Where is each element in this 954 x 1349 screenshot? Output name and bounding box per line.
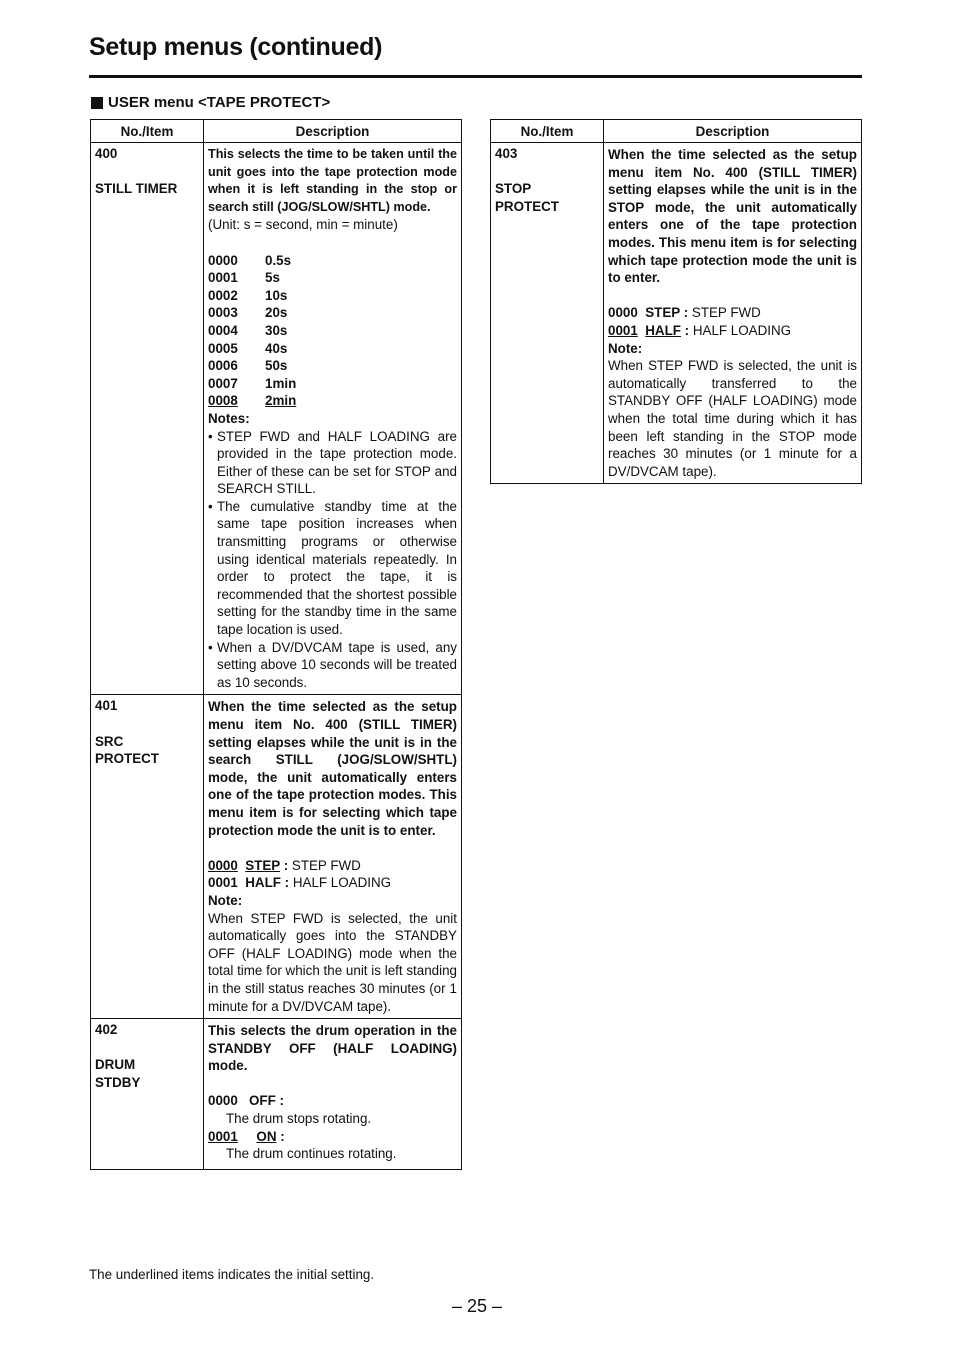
option-description: The drum continues rotating. bbox=[226, 1146, 397, 1162]
note-item: • The cumulative standby time at the same tape position increases when transmitting programs or otherwise using identical materials repeatedly. In order to protect the tape, it is recommended that the shortest possible setting for the standby time in the same tape location is used. bbox=[208, 498, 457, 638]
note-item: • When a DV/DVCAM tape is used, any setting above 10 seconds will be treated as 10 seconds. bbox=[208, 639, 457, 690]
option-row: 0005 40s bbox=[208, 340, 288, 356]
option-row-default: 0000 STEP : STEP FWD bbox=[208, 857, 361, 873]
column-header-description: Description bbox=[604, 120, 862, 143]
footnote: The underlined items indicates the initial setting. bbox=[89, 1267, 375, 1282]
column-header-description: Description bbox=[204, 120, 462, 143]
item-intro: This selects the time to be taken until the unit goes into the tape protection mode when it is left standing in the stop or search still (JOG/SLOW/SHTL) mode. bbox=[208, 147, 457, 214]
option-row: 0000 0.5s bbox=[208, 252, 292, 268]
item-no-cell bbox=[91, 143, 204, 695]
page-title: Setup menus (continued) bbox=[89, 33, 383, 61]
notes-label: Notes: bbox=[208, 410, 250, 426]
item-intro: When the time selected as the setup menu item No. 400 (STILL TIMER) setting elapses while the unit is in the search STILL (JOG/SLOW/SHTL) mode, the unit automatically enters one of the tape protection modes. This menu item is for selecting which tape protection mode the unit is to enter. bbox=[208, 699, 457, 838]
note-label: Note: bbox=[608, 340, 643, 356]
item-name: STILL TIMER bbox=[95, 181, 178, 197]
item-name-line-2: PROTECT bbox=[95, 751, 159, 767]
page-number: – 25 – bbox=[451, 1296, 503, 1316]
item-number: 401 bbox=[95, 698, 118, 714]
option-list bbox=[208, 252, 457, 410]
table-header-row bbox=[491, 120, 862, 143]
item-name-line-2: PROTECT bbox=[495, 198, 559, 214]
unit-note: (Unit: s = second, min = minute) bbox=[208, 217, 398, 233]
note-text: When STEP FWD is selected, the unit is automatically transferred to the STANDBY OFF (HALF LOADING) mode when the total time during which it has been left standing in the STOP mode reaches 30 minutes (or 1 minute for a DV/DVCAM tape). bbox=[608, 358, 857, 479]
item-number: 403 bbox=[495, 146, 518, 161]
option-row: 0003 20s bbox=[208, 305, 288, 321]
menu-table-right bbox=[490, 119, 862, 484]
item-intro: When the time selected as the setup menu item No. 400 (STILL TIMER) setting elapses while the unit is in the STOP mode, the unit automatically enters one of the tape protection modes. This menu item is for selecting which tape protection mode the unit is to enter. bbox=[608, 147, 857, 286]
item-name-line-1: DRUM bbox=[95, 1057, 136, 1073]
item-name-line-1: SRC bbox=[95, 733, 124, 749]
item-intro: This selects the drum operation in the STANDBY OFF (HALF LOADING) mode. bbox=[208, 1023, 457, 1074]
option-row: 0007 1min bbox=[208, 375, 297, 391]
item-no-cell bbox=[91, 695, 204, 1019]
menu-table-left bbox=[90, 119, 462, 1170]
option-row: 0000 OFF : bbox=[208, 1093, 284, 1109]
menu-row-403 bbox=[491, 143, 862, 484]
item-number: 400 bbox=[95, 146, 118, 161]
option-row-default: 0001 HALF : HALF LOADING bbox=[608, 322, 792, 338]
square-bullet-icon bbox=[91, 97, 103, 109]
item-no-cell bbox=[491, 143, 604, 484]
item-description-cell bbox=[204, 695, 462, 1019]
table-header-row bbox=[91, 120, 462, 143]
item-description-cell bbox=[604, 143, 862, 484]
note-item: • STEP FWD and HALF LOADING are provided in the tape protection mode. Either of these can be set for STOP and SEARCH STILL. bbox=[208, 428, 457, 497]
note-label: Note: bbox=[208, 892, 243, 908]
option-row: 0002 10s bbox=[208, 287, 288, 303]
title-rule bbox=[89, 75, 862, 78]
note-text: When STEP FWD is selected, the unit automatically goes into the STANDBY OFF (HALF LOADING) mode when the total time for which the unit is left standing in the still status reaches 30 minutes (or 1 minute for a DV/DVCAM tape). bbox=[208, 910, 457, 1014]
section-heading-text: USER menu <TAPE PROTECT> bbox=[108, 94, 331, 111]
menu-row-401 bbox=[91, 695, 462, 1019]
option-description: The drum stops rotating. bbox=[226, 1111, 372, 1127]
menu-row-400 bbox=[91, 143, 462, 695]
item-name-line-1: STOP bbox=[495, 181, 532, 197]
option-row: 0001 HALF : HALF LOADING bbox=[208, 875, 392, 891]
section-heading bbox=[91, 94, 330, 111]
option-row: 0004 30s bbox=[208, 322, 288, 338]
option-row: 0006 50s bbox=[208, 358, 288, 374]
menu-row-402 bbox=[91, 1019, 462, 1170]
column-header-no: No./Item bbox=[91, 120, 204, 143]
item-no-cell bbox=[91, 1019, 204, 1170]
item-description-cell bbox=[204, 143, 462, 695]
column-header-no: No./Item bbox=[491, 120, 604, 143]
option-row: 0001 5s bbox=[208, 270, 280, 286]
item-number: 402 bbox=[95, 1022, 118, 1038]
option-row: 0000 STEP : STEP FWD bbox=[608, 305, 761, 321]
option-row-default: 0001 ON : bbox=[208, 1128, 285, 1144]
item-description-cell bbox=[204, 1019, 462, 1170]
item-name-line-2: STDBY bbox=[95, 1074, 141, 1090]
option-row-default: 0008 2min bbox=[208, 393, 297, 409]
